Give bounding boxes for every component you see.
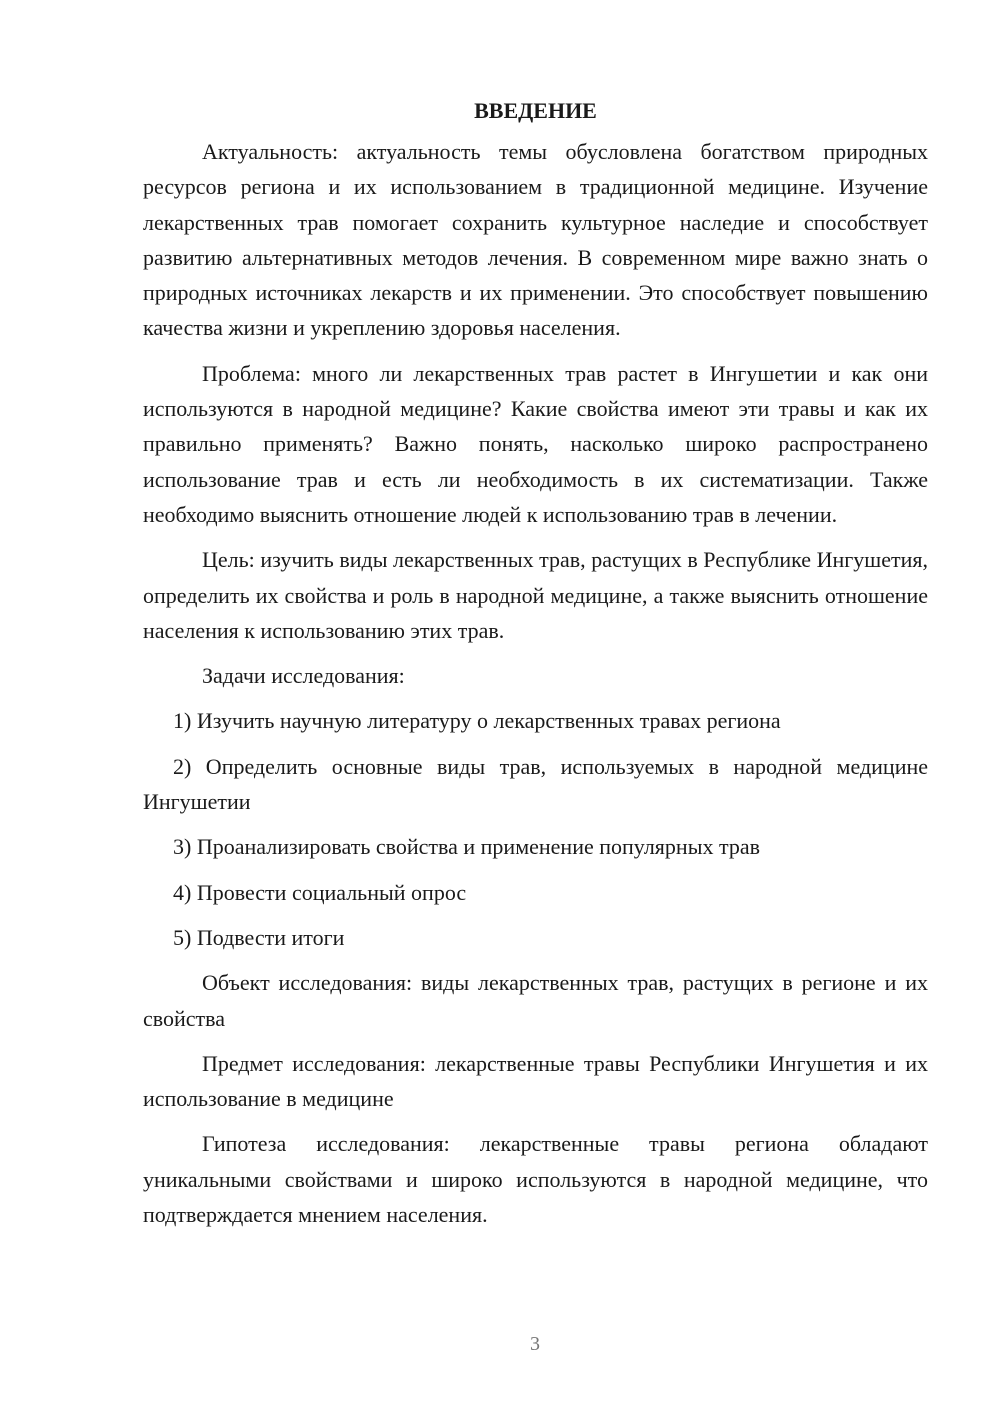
subject-paragraph: Предмет исследования: лекарственные травы Республики Ингушетия и их использование в медицине [143,1050,928,1112]
page-number: 3 [530,1333,540,1355]
object-paragraph: Объект исследования: виды лекарственных трав, растущих в регионе и их свойства [143,970,928,1031]
problem-paragraph: Проблема: много ли лекарственных трав растет в Ингушетии и как они используются в народной медицине? Какие свойства имеют эти травы и как их правильно применять? Важно понять, насколько широко распространено использование трав и есть ли необходимость в их систематизации. Также необходимо выяснить отношение людей к использованию трав в лечении. [143,360,928,527]
document-page [143,93,928,1242]
task-item: 4) Провести социальный опрос [173,879,467,905]
task-item: 3) Проанализировать свойства и применение популярных трав [173,834,761,860]
task-item: 1) Изучить научную литературу о лекарственных травах региона [173,708,781,734]
tasks-heading: Задачи исследования: [202,663,405,689]
hypothesis-paragraph: Гипотеза исследования: лекарственные травы региона обладают уникальными свойствами и широко используются в народной медицине, что подтверждается мнением населения. [143,1131,928,1228]
relevance-paragraph: Актуальность: актуальность темы обусловлена богатством природных ресурсов региона и их использованием в традиционной медицине. Изучение лекарственных трав помогает сохранить культурное наследие и способствует развитию альтернативных методов лечения. В современном мире важно знать о природных источниках лекарств и их применении. Это способствует повышению качества жизни и укреплению здоровья населения. [143,139,928,341]
task-item: 5) Подвести итоги [173,924,345,950]
goal-paragraph: Цель: изучить виды лекарственных трав, растущих в Республике Ингушетия, определить их свойства и роль в народной медицине, а также выяснить отношение населения к использованию этих трав. [143,547,928,643]
task-item: 2) Определить основные виды трав, используемых в народной медицине Ингушетии [143,753,928,815]
section-title: ВВЕДЕНИЕ [474,98,597,123]
